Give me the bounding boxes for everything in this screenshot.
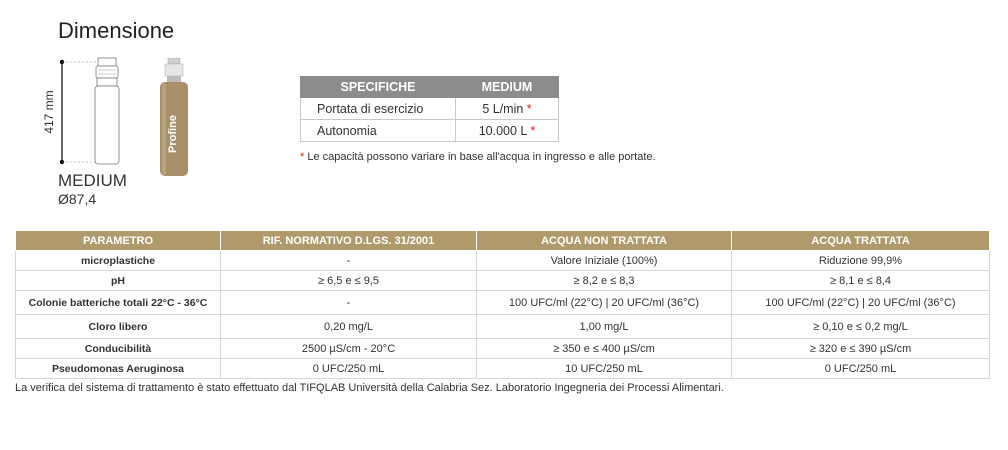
product-logo: Profine <box>167 115 179 153</box>
asterisk-mark: * <box>526 101 532 116</box>
asterisk-mark: * <box>530 123 536 138</box>
table-row <box>16 271 990 291</box>
param-treated: Riduzione 99,9% <box>732 251 990 271</box>
model-name: MEDIUM <box>58 171 127 190</box>
spec-label: Portata di esercizio <box>301 98 456 120</box>
table-row <box>16 359 990 379</box>
param-name: Colonie batteriche totali 22°C - 36°C <box>16 291 221 315</box>
specifications-table <box>300 76 559 142</box>
param-norm: - <box>221 291 477 315</box>
param-name: Cloro libero <box>16 315 221 339</box>
cartridge-product-image <box>156 58 192 178</box>
spec-label: Autonomia <box>301 120 456 142</box>
param-treated: ≥ 320 e ≤ 390 µS/cm <box>732 339 990 359</box>
spec-footnote: * Le capacità possono variare in base all'acqua in ingresso e alle portate. <box>300 151 656 163</box>
spec-value: 5 L/min * <box>456 98 559 120</box>
table-row <box>16 315 990 339</box>
param-norm: ≥ 6,5 e ≤ 9,5 <box>221 271 477 291</box>
col-header-parametro: PARAMETRO <box>16 231 221 251</box>
parameters-table <box>15 230 990 379</box>
col-header-acqua-non-trattata: ACQUA NON TRATTATA <box>477 231 732 251</box>
param-untreated: Valore Iniziale (100%) <box>477 251 732 271</box>
table-row <box>301 120 559 142</box>
param-treated: ≥ 8,1 e ≤ 8,4 <box>732 271 990 291</box>
param-name: Pseudomonas Aeruginosa <box>16 359 221 379</box>
param-untreated: ≥ 350 e ≤ 400 µS/cm <box>477 339 732 359</box>
param-untreated: 100 UFC/ml (22°C) | 20 UFC/ml (36°C) <box>477 291 732 315</box>
spec-header-medium: MEDIUM <box>456 77 559 98</box>
param-norm: 2500 µS/cm - 20°C <box>221 339 477 359</box>
param-untreated: 10 UFC/250 mL <box>477 359 732 379</box>
table-row <box>16 339 990 359</box>
footer-note: La verifica del sistema di trattamento è stato effettuato dal TIFQLAB Università della Calabria Sez. Laboratorio Ingegneria dei Processi Alimentari. <box>15 382 724 394</box>
page-title: Dimensione <box>58 18 175 43</box>
param-untreated: ≥ 8,2 e ≤ 8,3 <box>477 271 732 291</box>
table-row <box>16 251 990 271</box>
col-header-rif-normativo: RIF. NORMATIVO D.LGS. 31/2001 <box>221 231 477 251</box>
dimension-label <box>58 172 127 208</box>
param-treated: 100 UFC/ml (22°C) | 20 UFC/ml (36°C) <box>732 291 990 315</box>
spec-value: 10.000 L * <box>456 120 559 142</box>
param-treated: ≥ 0,10 e ≤ 0,2 mg/L <box>732 315 990 339</box>
param-norm: 0,20 mg/L <box>221 315 477 339</box>
param-name: microplastiche <box>16 251 221 271</box>
height-dimension: 417 mm <box>42 90 56 134</box>
dimension-drawing <box>40 52 140 182</box>
col-header-acqua-trattata: ACQUA TRATTATA <box>732 231 990 251</box>
param-norm: 0 UFC/250 mL <box>221 359 477 379</box>
param-untreated: 1,00 mg/L <box>477 315 732 339</box>
param-name: pH <box>16 271 221 291</box>
param-name: Conducibilità <box>16 339 221 359</box>
param-treated: 0 UFC/250 mL <box>732 359 990 379</box>
param-norm: - <box>221 251 477 271</box>
table-row <box>16 291 990 315</box>
spec-header-specifiche: SPECIFICHE <box>301 77 456 98</box>
table-row <box>301 98 559 120</box>
diameter-value: Ø87,4 <box>58 191 97 207</box>
